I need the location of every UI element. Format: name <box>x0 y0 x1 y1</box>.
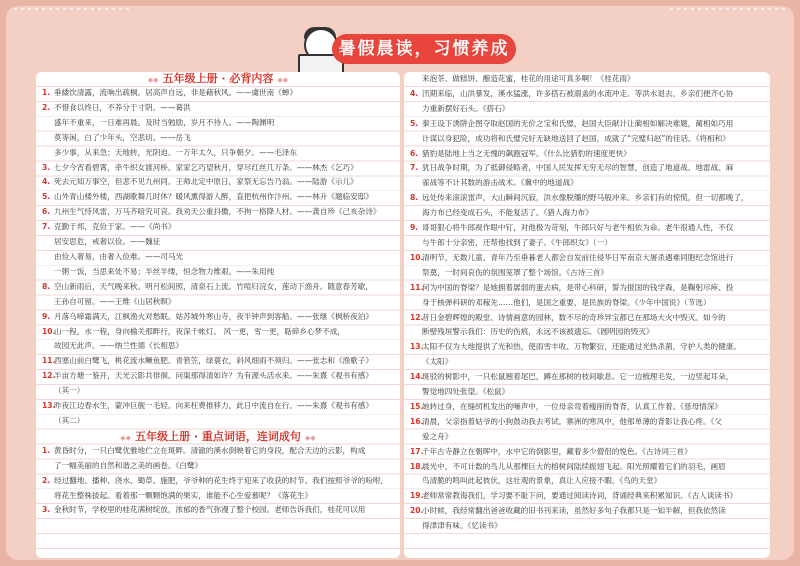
list-item-line <box>42 250 394 265</box>
item-number: 13. <box>410 342 424 352</box>
list-item-line <box>410 176 764 191</box>
item-text: 不惜食以终日，不养分于寸阴。——葛洪 <box>54 102 191 112</box>
item-text: 得津津有味。《忆读书》 <box>422 521 502 531</box>
section2-list <box>36 444 400 519</box>
list-item <box>410 161 764 176</box>
dots-decoration-left <box>12 6 132 12</box>
item-number: 4. <box>410 88 419 98</box>
item-text: 黄昏时分，一只白鹭优雅地伫立在斑畔。清澈的溪水倒映着它的身段，配合天边的云影，构成 <box>54 445 366 455</box>
list-item <box>410 87 764 102</box>
item-text: 空山新雨后，天气晚来秋。明月松间照，清泉石上流。竹喧归浣女，莲动下渔舟。随意春芳歇， <box>54 281 373 291</box>
list-item-line <box>410 355 764 370</box>
list-item <box>42 101 394 116</box>
item-text: （其二） <box>54 415 85 425</box>
item-text: 小时候，我经常翻出爸爸收藏的旧书刊来读，虽然好多句子我都只是一知半解，但我依然读 <box>422 506 726 516</box>
item-text: （其一） <box>54 386 85 396</box>
item-number: 2. <box>42 102 51 112</box>
item-text: 《太阳》 <box>422 357 453 367</box>
list-item <box>42 205 394 220</box>
right-panel <box>404 72 770 558</box>
item-text: 多少事，从来急；天地转，光阴迫。一万年太久，只争朝夕。——毛泽东 <box>54 147 297 157</box>
item-number: 19. <box>410 491 424 501</box>
item-number: 11. <box>410 282 424 292</box>
item-number: 6. <box>42 207 51 217</box>
item-number: 5. <box>42 192 51 202</box>
list-item-line <box>410 474 764 489</box>
list-item <box>42 354 394 369</box>
list-item <box>42 325 394 340</box>
banner-title: 暑假晨读，习惯养成 <box>332 34 516 64</box>
list-item-line <box>42 235 394 250</box>
item-text: 莫等闲，白了少年头，空悲切。——岳飞 <box>54 132 191 142</box>
item-text: 山外青山楼外楼，西湖歌舞几时休？暖风熏得游人醉，直把杭州作汴州。——林升《题临安邸》 <box>54 192 373 202</box>
item-text: 昔日金碧辉煌的殿堂、诗情画意的园林，数不尽的奇珍异宝都已在那场大火中毁灭。如今的 <box>422 312 726 322</box>
list-item <box>42 369 394 384</box>
item-text: 何为中国的脊梁？是她拥着孱弱的蛋去病，是带心科研，誓为报国的钱学森，是鞠躬尽瘁、投 <box>422 282 734 292</box>
list-item <box>410 489 764 504</box>
item-text: 哥哥狠心将牛郎视作眼中钉，对他极为苛刻，牛郎只好与老牛相依为命。老牛很通人性，不仅 <box>422 223 734 233</box>
item-text: 月落乌啼霜满天，江枫渔火对愁眠。姑苏城外寒山寺，夜半钟声到客船。——张继《枫桥夜泊》 <box>54 311 373 321</box>
list-item <box>410 147 764 162</box>
left-panel <box>36 72 400 558</box>
item-number: 15. <box>410 401 424 411</box>
item-text: 居安思危，戒奢以俭。——魏征 <box>54 237 161 247</box>
right-list <box>404 72 770 534</box>
list-item <box>42 310 394 325</box>
item-text: 身于核弹科研的邓稼先……他们，是国之重要，是民族的脊梁。《少年中国说》（节选） <box>422 297 711 307</box>
list-item <box>42 220 394 235</box>
item-text: 远处传来滚滚雷声，大山瞬间沉寂，洪水像脱缰的野马般冲来。乡亲们有的惊慌，但一切都晚了， <box>422 193 749 203</box>
item-text: 清明节，无数儿童、青年乃至垂暮老人都会自发前往侵华日军南京大屠杀遇难同胞纪念馆进行 <box>422 252 734 262</box>
item-text: 死去元知万事空，但悲不见九州同。王师北定中原日，家祭无忘告乃翁。——陆游《示儿》 <box>54 177 358 187</box>
item-number: 11. <box>42 356 56 366</box>
item-number: 4. <box>42 177 51 187</box>
item-number: 1. <box>42 88 51 97</box>
list-item <box>42 161 394 176</box>
list-item <box>42 444 394 459</box>
item-text: 了一幅美丽的自然和谐之美的画卷。《白鹭》 <box>54 460 203 470</box>
list-item-line <box>410 385 764 400</box>
item-text: 垂緌饮清露，流响出疏桐。居高声自远，非是藉秋风。——虞世南《蝉》 <box>54 88 297 97</box>
item-text: 计谋以身犯险，成功将和氏璧完好无缺地送回了赵国，成就了“完璧归赵”的佳话。《将相和》 <box>422 133 730 143</box>
item-text: 老师常常教诲我们，学习要不耻下问，要通过阅读诗词，背诵经典来积累知识。《古人谈读书》 <box>422 491 738 501</box>
item-text: 警觉地四处张望。《松鼠》 <box>422 387 510 397</box>
item-text: 她转过身，在缝纫机发出的噪声中，一位母亲弯着瘦削的脊背，认真工作着。《慈母情深》 <box>422 401 722 411</box>
item-text: 海力布已经变成石头，不能复活了。《猎人海力布》 <box>422 208 593 218</box>
item-number: 9. <box>42 311 51 321</box>
list-item-line <box>410 206 764 221</box>
list-item <box>410 445 764 460</box>
item-number: 14. <box>410 372 424 382</box>
list-item <box>42 474 394 489</box>
list-item-line <box>42 131 394 146</box>
list-item-line <box>42 265 394 280</box>
item-number: 3. <box>42 505 51 515</box>
item-number: 3. <box>42 162 51 172</box>
list-item-line <box>410 102 764 117</box>
item-text: 秦王设下诱阱企图夺取赵国的无价之宝和氏璧，赵国大臣献计让蔺相如解决难题，蔺相如巧用 <box>422 118 734 128</box>
item-number: 16. <box>410 416 424 426</box>
item-text: 晨光中，不可计数的鸟儿从那棵巨大的榕树间陆续振翅飞起。阳光照耀着它们的羽毛，画眉 <box>422 461 726 471</box>
item-text: 汛期来临，山洪暴发，溪水猛涨，许多搭石被溺盖的水流冲走。等洪水退去，乡亲们便齐心协 <box>422 88 734 98</box>
item-number: 10. <box>42 326 56 336</box>
list-item <box>42 280 394 295</box>
item-text: 鸟清脆的鸣叫此起彼伏，这壮观的景象，真让人应接不暇。《鸟的天堂》 <box>422 476 662 486</box>
item-number: 7. <box>410 163 419 173</box>
item-number: 12. <box>42 371 56 381</box>
item-number: 8. <box>42 281 51 291</box>
section1-list <box>36 86 400 429</box>
item-number: 18. <box>410 461 424 471</box>
list-item-line <box>42 414 394 429</box>
item-text: 故园无此声。——纳兰性德《长相思》 <box>54 341 184 351</box>
item-text: 金秋时节，学校里的桂花满树绽放，浓郁的香气弥漫了整个校园。老师告诉我们，桂花可以用 <box>54 505 366 515</box>
item-number: 5. <box>410 118 419 128</box>
list-item-line <box>42 116 394 131</box>
item-text: 克勤于邦，克俭于家。——《尚书》 <box>54 222 176 232</box>
list-item <box>410 191 764 206</box>
list-item <box>410 311 764 326</box>
list-item <box>42 86 394 101</box>
item-number: 6. <box>410 148 419 158</box>
item-text: 千年古寺静立在朝晖中，水中它的倒影里，藏着多少僧侣的悦色。《古诗词三首》 <box>422 446 692 456</box>
item-text: 犹日战争时期，为了抵御侵略者，中国人民发挥无穷无尽的智慧，创造了地道战、地雷战、麻 <box>422 163 734 173</box>
list-item-line <box>410 132 764 147</box>
item-number: 9. <box>410 223 419 233</box>
item-text: 清晨，父亲指着姑爷的小狗鼓动我去考试。寨洲的寒风中，他那单薄的背影让我心疼。《父 <box>422 416 722 426</box>
list-item <box>410 221 764 236</box>
item-text: 昨夜江边春水生，蒙冲巨舰一毛轻。向来枉费推移力，此日中流自在行。——朱熹《观书有感》 <box>54 401 373 411</box>
item-text: 西塞山前白鹭飞，桃花流水鳜鱼肥。青箬笠，绿蓑衣，斜风细雨不须归。——张志和《渔歌子》 <box>54 356 373 366</box>
item-text: 雀战等不计其数的游击战术。《冀中的地道战》 <box>422 178 578 188</box>
list-item-line <box>410 325 764 340</box>
list-item-line <box>410 430 764 445</box>
item-number: 12. <box>410 312 424 322</box>
list-item <box>42 175 394 190</box>
item-text: 一粥一饭，当思来处不易；半丝半缕，恒念物力维艰。——朱用纯 <box>54 266 275 276</box>
list-item <box>410 415 764 430</box>
item-text: 与牛郎十分亲密，还帮他找到了妻子。《牛郎织女》（一） <box>422 237 612 247</box>
item-number: 10. <box>410 252 424 262</box>
item-text: 斑驳的树影中，一只松鼠翘着尾巴，蹲在那树的枝间歇息。它一边梳理毛发，一边竖起耳朵， <box>422 372 734 382</box>
list-item <box>410 400 764 415</box>
list-item <box>410 72 764 87</box>
item-text: 太阳不仅为大地提供了光和热，使雨雪丰收、万物繁衍，还能通过光热杀菌，守护人类的健康。 <box>422 342 741 352</box>
item-text: 断壁残垣警示我们：历史的伤痕，永远不该被遗忘。《圆明园的毁灭》 <box>422 327 654 337</box>
list-item-line <box>410 519 764 534</box>
item-number: 1. <box>42 445 51 455</box>
item-text: 猎豹是陆地上当之无愧的飙跑冠军。《什么比猎豹的速度更快》 <box>422 148 631 158</box>
item-text: 半亩方塘一鉴开，天光云影共徘徊。问渠那得清如许？为有源头活水来。——朱熹《观书有感》 <box>54 371 373 381</box>
list-item-line <box>42 489 394 504</box>
item-number: 7. <box>42 222 51 232</box>
list-item <box>410 460 764 475</box>
dots-decoration-right <box>668 6 788 12</box>
list-item-line <box>42 339 394 354</box>
list-item-line <box>410 266 764 281</box>
list-item <box>42 503 394 518</box>
list-item <box>410 251 764 266</box>
item-number: 20. <box>410 506 424 516</box>
item-text: 山一程，水一程，身向榆关那畔行，夜深千帐灯。 风一更，雪一更，聒碎乡心梦不成， <box>54 326 345 336</box>
item-number: 2. <box>42 475 51 485</box>
section1-title: ◆◆ 五年级上册 · 必背内容 ◆◆ <box>147 72 289 85</box>
item-number: 8. <box>410 193 419 203</box>
item-number: 17. <box>410 446 424 456</box>
list-item <box>42 399 394 414</box>
list-item <box>410 117 764 132</box>
list-item <box>410 504 764 519</box>
item-text: 经过翻地、播种、浇水、锄草、施肥，爷爷种的花生终于迎来了收获的时节。我们按照爷爷的吩咐， <box>54 475 389 485</box>
item-text: 将花生整株拔起。看着那一颗颗饱满的果实，谁能不心生爱慕呢？《落花生》 <box>54 490 313 500</box>
list-item <box>410 370 764 385</box>
item-text: 王孙自可留。——王维《山居秋暝》 <box>54 296 176 306</box>
item-text: 九州生气恃风雷，万马齐喑究可哀。我劝天公重抖擞，不拘一格降人材。——龚自珍《己亥杂诗》 <box>54 207 381 217</box>
item-text: 祭奠，一时间哀伤的氛围笼罩了整个场馆。《古诗三首》 <box>422 267 609 277</box>
list-item-line <box>42 146 394 161</box>
item-text: 来泡茶、做糕饼、酿造花蜜，桂花的用途可真多啊！《桂花雨》 <box>422 74 635 83</box>
item-text: 盛年不重来，一日难再晨。及时当勉励，岁月不待人。——陶渊明 <box>54 117 275 127</box>
list-item <box>410 340 764 355</box>
section2-title: ◆◆ 五年级上册 · 重点词语，连词成句 ◆◆ <box>120 429 316 443</box>
item-text: 由俭入奢易，由奢入俭难。——司马光 <box>54 251 184 261</box>
list-item <box>42 190 394 205</box>
list-item-line <box>42 384 394 399</box>
list-item <box>410 281 764 296</box>
list-item-line <box>410 236 764 251</box>
item-text: 力重新摆好石头。《搭石》 <box>422 103 510 113</box>
item-text: 七夕今宵看碧霄，牵牛织女渡河桥。家家乞巧望秋月，穿尽红丝几万条。——林杰《乞巧》 <box>54 162 358 172</box>
item-number: 13. <box>42 401 56 411</box>
banner <box>298 24 518 72</box>
list-item-line <box>42 459 394 474</box>
list-item-line <box>410 296 764 311</box>
item-text: 爱之舟》 <box>422 431 453 441</box>
list-item-line <box>42 295 394 310</box>
